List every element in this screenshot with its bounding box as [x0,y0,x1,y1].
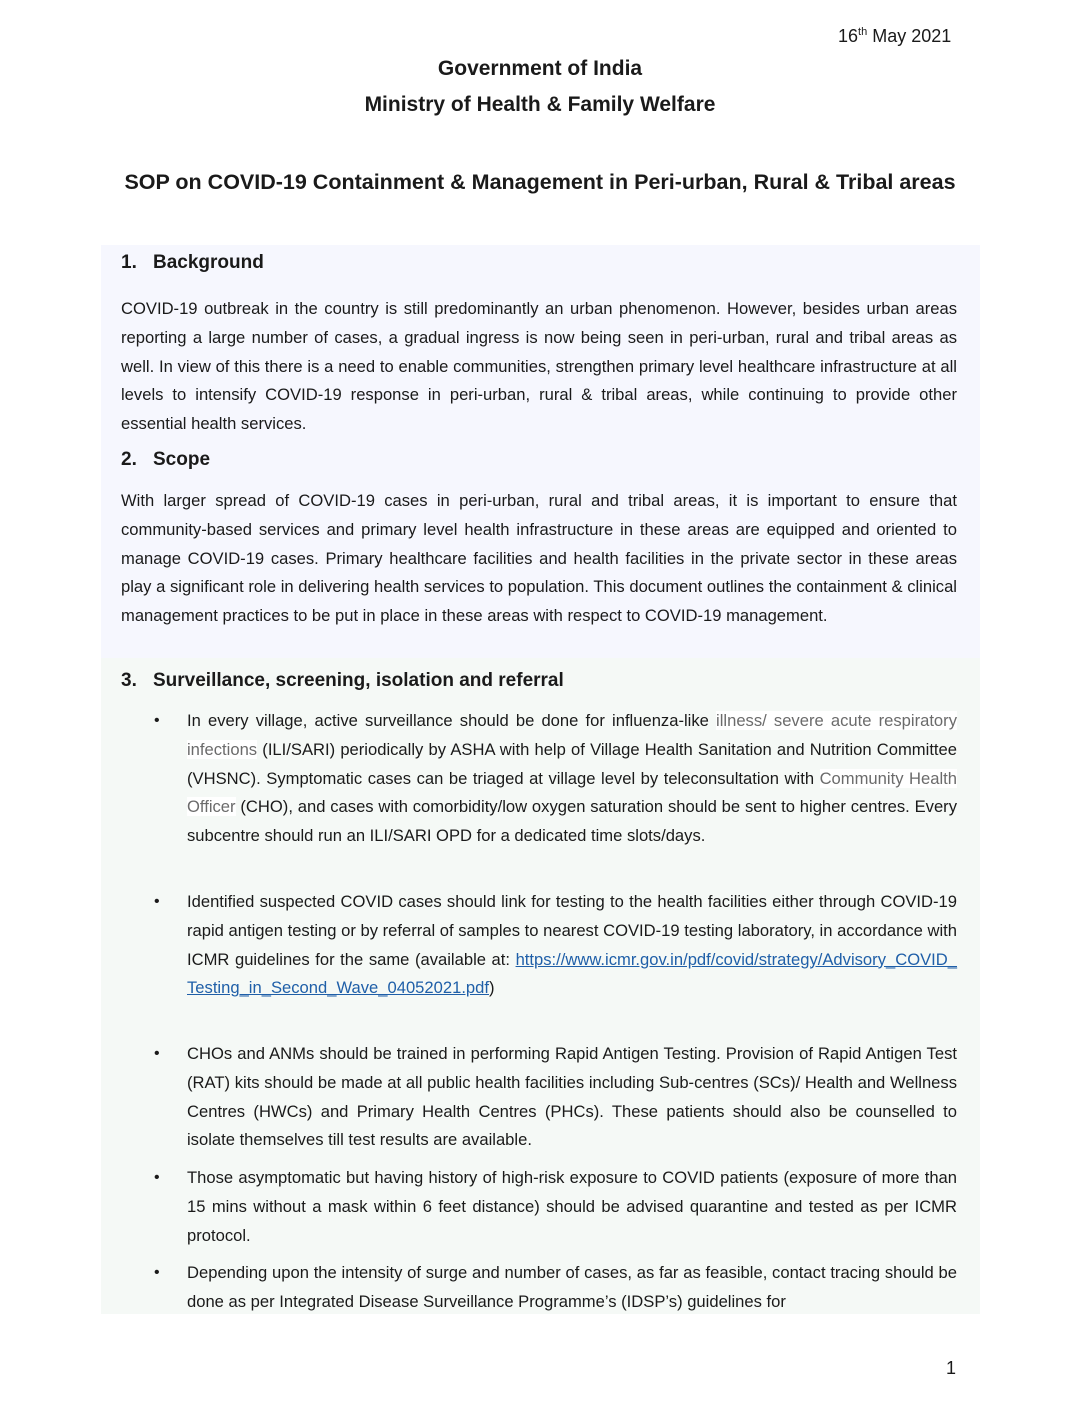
highlighted-term: illness/ severe acute respiratory infections [187,711,957,759]
bullet-text: In every village, active surveillance should be done for influenza-like [187,711,717,730]
section-heading-background [121,252,264,274]
bullet-text: Identified suspected COVID cases should link for testing to the health facilities either through COVID-19 rapid antigen testing or by referral of samples to nearest COVID-19 testing laboratory, in accordance with ICMR guidelines for the same (available at: [187,892,957,969]
scope-paragraph: With larger spread of COVID-19 cases in peri-urban, rural and tribal areas, it is important to ensure that community-based services and primary level health infrastructure in these areas are equipped and oriented to manage COVID-19 cases. Primary healthcare facilities and health facilities in the private sector in these areas play a significant role in delivering health services to population. This document outlines the containment & clinical management practices to be put in place in these areas with respect to COVID-19 management. [121,491,957,626]
page-number: 1 [946,1358,957,1378]
section-title: Surveillance, screening, isolation and referral [153,670,564,691]
list-item [154,1259,957,1317]
date-suffix: th [858,26,868,38]
bullet-text: (CHO), and cases with comorbidity/low oxygen saturation should be sent to higher centres. Every subcentre should run an ILI/SARI OPD for a dedicated time slots/days. [187,797,957,846]
highlighted-term: Community Health Officer [187,768,957,817]
list-item [154,1164,957,1250]
bullet-icon: • [154,893,160,910]
date-rest: May 2021 [867,26,952,46]
section-number: 2. [121,449,137,470]
section-heading-surveillance [121,670,564,692]
list-item [154,888,957,1003]
government-heading: Government of India [437,57,643,80]
ministry-heading: Ministry of Health & Family Welfare [364,93,716,116]
section-number: 1. [121,252,137,273]
bullet-text: (ILI/SARI) periodically by ASHA with help of Village Health Sanitation and Nutrition Committee (VHSNC). Symptomatic cases can be triaged at village level by teleconsultation with [187,739,957,788]
bullet-text: Depending upon the intensity of surge and number of cases, as far as feasible, contact tracing should be done as per Integrated Disease Surveillance Programme’s (IDSP’s) guidelines for [187,1263,957,1311]
icmr-advisory-link[interactable]: https://www.icmr.gov.in/pdf/covid/strategy/Advisory_COVID_Testing_in_Second_Wave_04052021.pdf [187,949,957,998]
section-heading-scope [121,449,210,471]
bullet-text: Those asymptomatic but having history of high-risk exposure to COVID patients (exposure of more than 15 mins without a mask within 6 feet distance) should be advised quarantine and tested as per ICMR protocol. [187,1168,957,1245]
document-title: SOP on COVID-19 Containment & Management in Peri-urban, Rural & Tribal areas [124,170,956,194]
date-day: 16 [838,26,859,46]
section-title: Background [153,252,264,273]
list-item [154,707,957,851]
list-item [154,1040,957,1155]
bullet-icon: • [154,712,160,729]
section-title: Scope [153,449,211,470]
document-date [838,26,951,47]
bullet-icon: • [154,1169,160,1186]
bullet-text: CHOs and ANMs should be trained in performing Rapid Antigen Testing. Provision of Rapid Antigen Test (RAT) kits should be made at all public health facilities including Sub-centres (SCs)/ Health and Wellness Centres (HWCs) and Primary Health Centres (PHCs). These patients should also be counselled to isolate themselves till test results are available. [187,1044,957,1150]
section-number: 3. [121,670,137,691]
bullet-icon: • [154,1045,160,1062]
bullet-text: ) [489,978,495,998]
background-paragraph: COVID-19 outbreak in the country is still predominantly an urban phenomenon. However, besides urban areas reporting a large number of cases, a gradual ingress is now being seen in peri-urban, rural and tribal areas as well. In view of this there is a need to enable communities, strengthen primary level healthcare infrastructure at all levels to intensify COVID-19 response in peri-urban, rural & tribal areas, while continuing to provide other essential health services. [121,299,957,434]
bullet-icon: • [154,1264,160,1281]
